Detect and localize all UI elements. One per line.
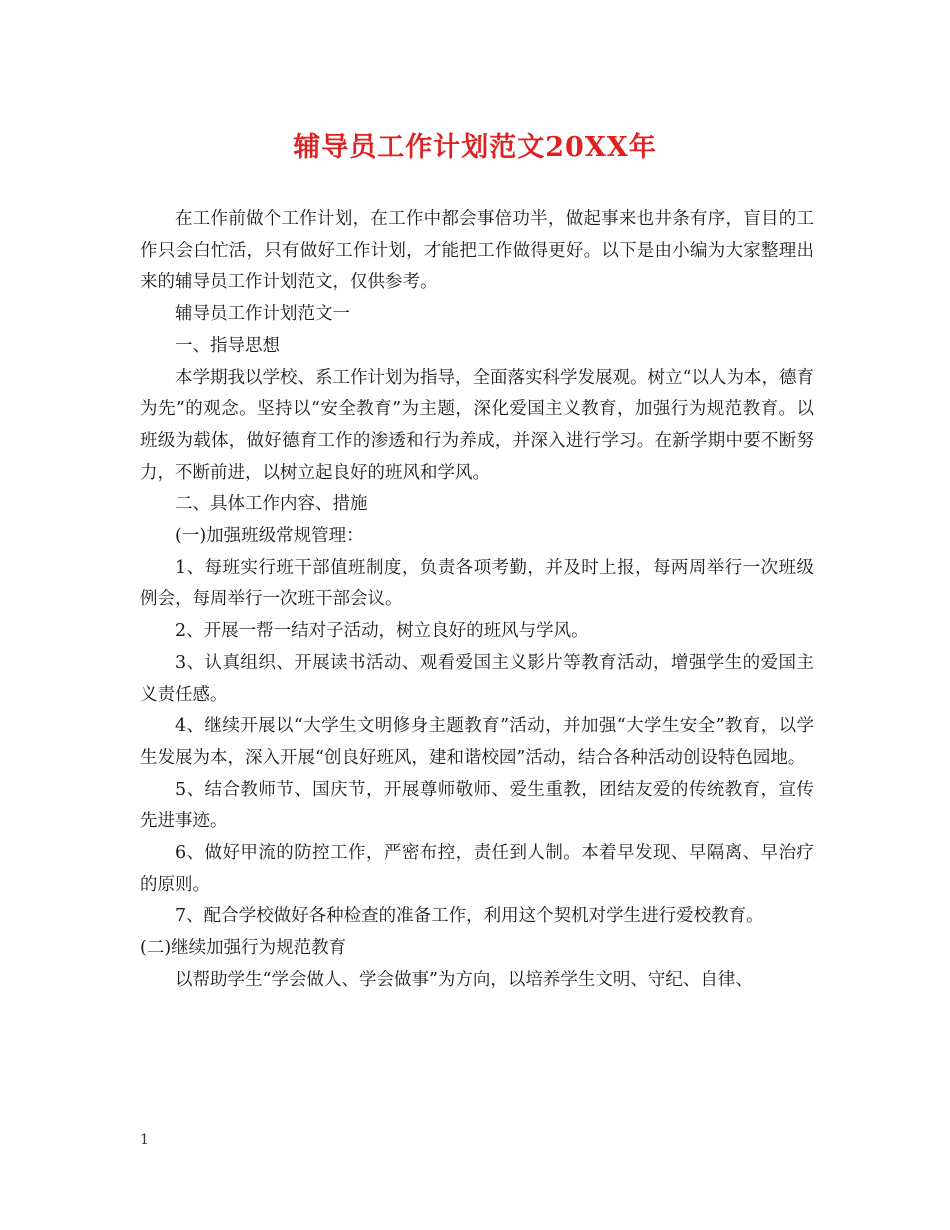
document-title: 辅导员工作计划范文20XX年: [293, 132, 657, 163]
list-item-7: 7、配合学校做好各种检查的准备工作，利用这个契机对学生进行爱校教育。: [175, 906, 764, 927]
subheading-class-management: (一)加强班级常规管理：: [175, 526, 364, 547]
paragraph-behavior-education: 以帮助学生“学会做人、学会做事”为方向，以培养学生文明、守纪、自律、: [175, 969, 753, 990]
heading-work-content: 二、具体工作内容、措施: [175, 494, 368, 515]
subheading-behavior-education: (二)继续加强行为规范教育: [140, 938, 347, 959]
document-body: [140, 204, 814, 997]
list-item-3: 3、认真组织、开展读书活动、观看爱国主义影片等教育活动，增强学生的爱国主义责任感。: [140, 652, 814, 705]
heading-guiding-thought: 一、指导思想: [175, 335, 280, 356]
list-item-4: 4、继续开展以“大学生文明修身主题教育”活动，并加强“大学生安全”教育，以学生发展为本，深入开展“创良好班风，建和谐校园”活动，结合各种活动创设特色园地。: [140, 716, 814, 768]
list-item-1: 1、每班实行班干部值班制度，负责各项考勤，并及时上报，每两周举行一次班级例会，每周举行一次班干部会议。: [140, 557, 814, 610]
page-number: 1: [140, 1132, 149, 1148]
section-heading-sample-one: 辅导员工作计划范文一: [175, 304, 350, 325]
list-item-6: 6、做好甲流的防控工作，严密布控，责任到人制。本着早发现、早隔离、早治疗的原则。: [140, 843, 814, 895]
list-item-5: 5、结合教师节、国庆节，开展尊师敬师、爱生重教，团结友爱的传统教育，宣传先进事迹。: [140, 779, 814, 832]
intro-paragraph: 在工作前做个工作计划，在工作中都会事倍功半，做起事来也井条有序，盲目的工作只会白忙活，只有做好工作计划，才能把工作做得更好。以下是由小编为大家整理出来的辅导员工作计划范文，仅供参考。: [140, 209, 814, 293]
list-item-2: 2、开展一帮一结对子活动，树立良好的班风与学风。: [175, 621, 589, 642]
paragraph-guiding-thought: 本学期我以学校、系工作计划为指导，全面落实科学发展观。树立“以人为本，德育为先”的观念。坚持以“安全教育”为主题，深化爱国主义教育，加强行为规范教育。以班级为载体，做好德育工作的渗透和行为养成，并深入进行学习。在新学期中要不断努力，不断前进，以树立起良好的班风和学风。: [140, 367, 814, 483]
